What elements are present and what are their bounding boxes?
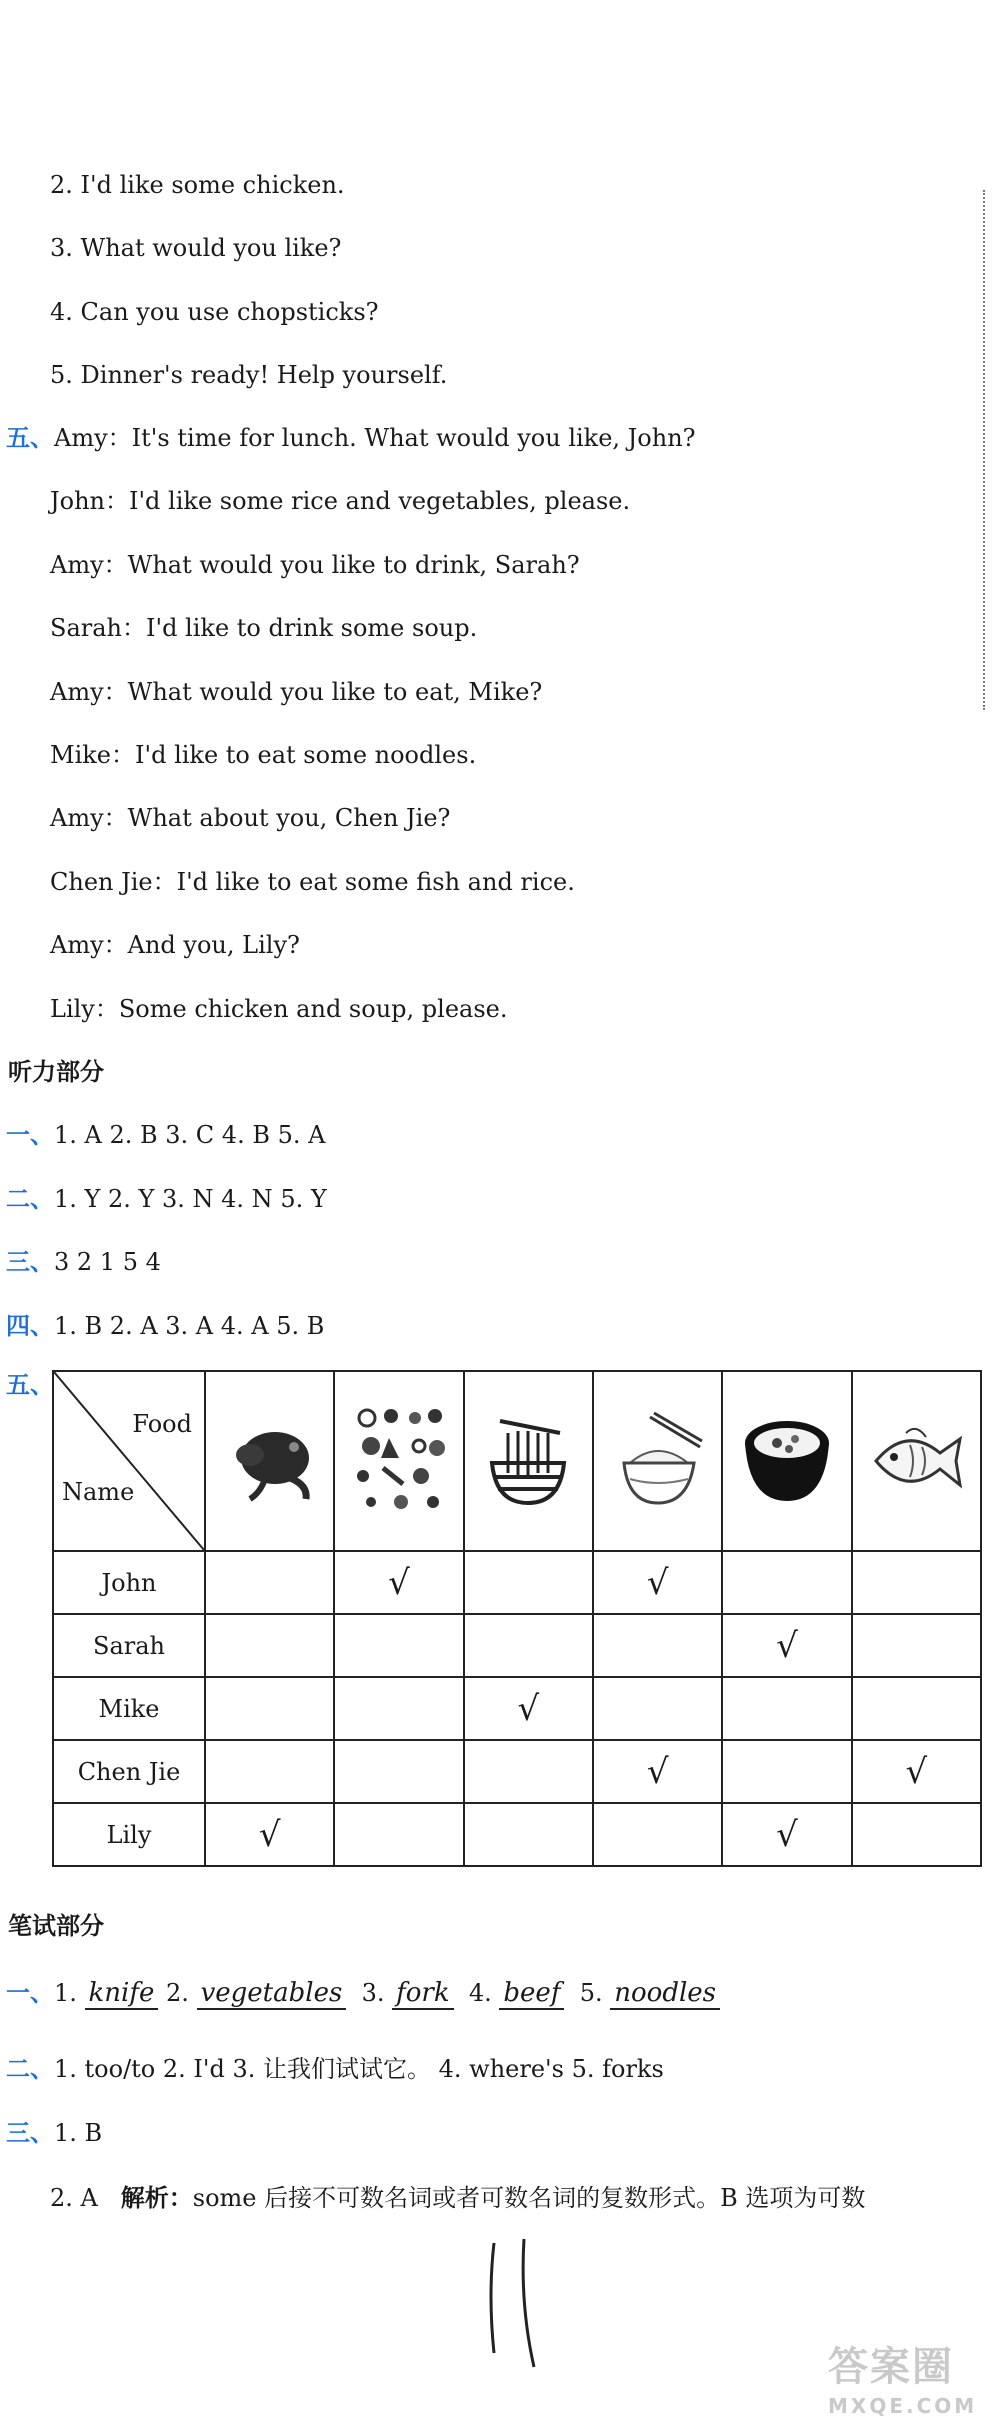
check-mark: √ [776, 1625, 798, 1666]
item-number: 2. [166, 1979, 189, 2007]
section-marker: 一、 [6, 1979, 54, 2007]
section-marker: 三、 [6, 1248, 54, 1276]
watermark-logo: 答案圈 [828, 2344, 954, 2390]
margin-dotted-line [983, 190, 985, 710]
answer-cell [852, 1677, 981, 1740]
answer-text: 1. A 2. B 3. C 4. B 5. A [54, 1121, 326, 1149]
food-choice-table [52, 1370, 982, 1867]
page-number-strokes [480, 2235, 550, 2375]
section-marker: 五、 [6, 424, 54, 452]
written-q3 [6, 2118, 102, 2148]
answer-cell [205, 1677, 334, 1740]
item-number: 1. [54, 1979, 77, 2007]
answer-text: 1. Y 2. Y 3. N 4. N 5. Y [54, 1185, 327, 1213]
handwritten-page-number [480, 2235, 550, 2379]
diagonal-line [54, 1372, 204, 1550]
answer-cell [722, 1740, 851, 1803]
table-row [53, 1551, 981, 1614]
section-marker: 二、 [6, 2055, 54, 2083]
answer-cell [205, 1614, 334, 1677]
table-row [53, 1677, 981, 1740]
answer-cell [722, 1677, 851, 1740]
row-name: Mike [53, 1677, 205, 1740]
table-row [53, 1614, 981, 1677]
answer-cell [722, 1803, 851, 1866]
handwritten-answer: vegetables [197, 1978, 347, 2010]
transcript-line: John：I'd like some rice and vegetables, please. [50, 487, 631, 515]
listening-q4 [6, 1311, 324, 1341]
name-label: Name [62, 1478, 135, 1506]
transcript-line: Mike：I'd like to eat some noodles. [50, 741, 477, 769]
diagonal-header-cell [53, 1371, 205, 1551]
transcript-line: Amy：What would you like to eat, Mike? [50, 678, 543, 706]
transcript-line: Amy：What would you like to drink, Sarah? [50, 551, 580, 579]
answer-text: 3 2 1 5 4 [54, 1248, 161, 1276]
listening-q2 [6, 1184, 327, 1214]
written-q2 [6, 2054, 664, 2084]
item-number: 4. [468, 1979, 492, 2007]
handwritten-answer: fork [392, 1978, 453, 2010]
item-number: 3. [361, 1979, 385, 2007]
check-mark: √ [517, 1688, 540, 1729]
section5-line [6, 423, 696, 453]
watermark-url: MXQE.COM [828, 2394, 978, 2418]
answer-cell [852, 1740, 981, 1803]
transcript-line: Chen Jie：I'd like to eat some fish and rice. [50, 868, 575, 896]
section-marker: 一、 [6, 1121, 54, 1149]
answer-cell [852, 1551, 981, 1614]
listening-q5 [6, 1370, 54, 1400]
rice-image [593, 1371, 722, 1551]
row-name: Chen Jie [53, 1740, 205, 1803]
dialogue-line: 5. Dinner's ready! Help yourself. [50, 361, 448, 389]
answer-cell [205, 1803, 334, 1866]
table-header-row [53, 1371, 981, 1551]
check-mark: √ [388, 1562, 410, 1603]
answer-cell [722, 1551, 851, 1614]
listening-q3 [6, 1247, 161, 1277]
check-mark: √ [905, 1751, 928, 1792]
answer-cell [464, 1803, 593, 1866]
answer-cell [464, 1614, 593, 1677]
table-row [53, 1803, 981, 1866]
answer-cell [464, 1677, 593, 1740]
answer-cell [464, 1551, 593, 1614]
watermark [828, 2335, 977, 2418]
answer-cell [593, 1740, 722, 1803]
analysis-text: some 后接不可数名词或者可数名词的复数形式。B 选项为可数 [192, 2184, 866, 2212]
table-row [53, 1740, 981, 1803]
transcript-line: Sarah：I'd like to drink some soup. [50, 614, 478, 642]
written-q3-item2 [50, 2183, 865, 2213]
section-marker: 三、 [6, 2119, 54, 2147]
transcript-line: Amy：And you, Lily? [50, 931, 300, 959]
handwritten-answer: knife [85, 1978, 159, 2010]
dialogue-line: 4. Can you use chopsticks? [50, 298, 379, 326]
transcript-text: Amy：It's time for lunch. What would you like, John? [54, 424, 696, 452]
check-mark: √ [258, 1814, 281, 1855]
check-mark: √ [646, 1751, 669, 1792]
answer-text: 1. too/to 2. I'd 3. 让我们试试它。 4. where's 5. forks [54, 2055, 664, 2083]
answer-cell [205, 1551, 334, 1614]
section-marker: 五、 [6, 1371, 54, 1399]
listening-q1 [6, 1120, 325, 1150]
check-mark: √ [776, 1814, 798, 1855]
answer-cell [334, 1803, 463, 1866]
answer-cell [593, 1803, 722, 1866]
answer-cell [852, 1614, 981, 1677]
item-number: 5. [579, 1979, 603, 2007]
answer-text: 2. A [50, 2184, 98, 2212]
handwritten-answer: noodles [610, 1978, 720, 2010]
answer-cell [464, 1740, 593, 1803]
transcript-line: Amy：What about you, Chen Jie? [50, 804, 451, 832]
answer-text: 1. B [54, 2119, 103, 2147]
answer-cell [334, 1677, 463, 1740]
answer-text: 1. B 2. A 3. A 4. A 5. B [54, 1312, 325, 1340]
answer-cell [205, 1740, 334, 1803]
answer-cell [593, 1551, 722, 1614]
food-label: Food [132, 1410, 192, 1438]
row-name: Sarah [53, 1614, 205, 1677]
handwritten-answer: beef [499, 1978, 564, 2010]
written-q1 [6, 1978, 720, 2008]
answer-cell [593, 1677, 722, 1740]
soup-image [722, 1371, 851, 1551]
analysis-label: 解析： [120, 2184, 193, 2212]
dialogue-line: 3. What would you like? [50, 234, 342, 262]
noodles-image [464, 1371, 593, 1551]
listening-title: 听力部分 [8, 1058, 104, 1086]
dialogue-line: 2. I'd like some chicken. [50, 171, 345, 199]
section-marker: 二、 [6, 1185, 54, 1213]
transcript-line: Lily：Some chicken and soup, please. [50, 995, 508, 1023]
answer-cell [593, 1614, 722, 1677]
chicken-image [205, 1371, 334, 1551]
answer-cell [334, 1740, 463, 1803]
answer-cell [334, 1551, 463, 1614]
check-mark: √ [646, 1562, 669, 1603]
answer-cell [722, 1614, 851, 1677]
section-marker: 四、 [6, 1312, 54, 1340]
written-title: 笔试部分 [8, 1912, 104, 1940]
answer-cell [852, 1803, 981, 1866]
vegetables-image [334, 1371, 463, 1551]
fish-image [852, 1371, 981, 1551]
row-name: Lily [53, 1803, 205, 1866]
answer-cell [334, 1614, 463, 1677]
row-name: John [53, 1551, 205, 1614]
